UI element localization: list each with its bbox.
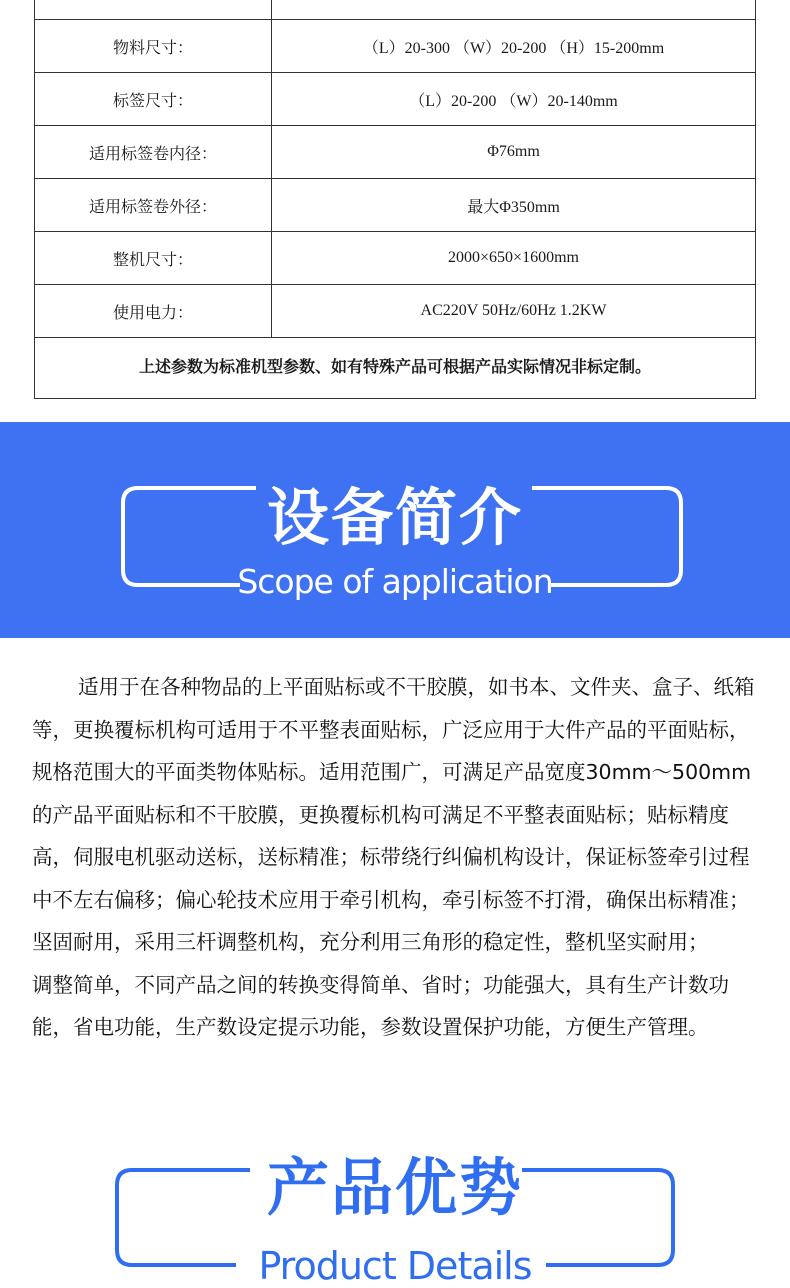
advantages-title: 产品优势 — [266, 1151, 523, 1224]
table-row — [35, 232, 756, 285]
table-row — [35, 73, 756, 126]
spec-label: 物料尺寸： — [35, 20, 272, 73]
spec-value: AC220V 50Hz/60Hz 1.2KW — [272, 285, 756, 338]
spec-label: 整机尺寸： — [35, 232, 272, 285]
spec-value: Φ76mm — [272, 126, 756, 179]
intro-subtitle: Scope of application — [237, 562, 553, 601]
description-text — [32, 666, 768, 1049]
spec-value: 2000×650×1600mm — [272, 232, 756, 285]
spec-label: 标签尺寸： — [35, 73, 272, 126]
spec-table — [34, 0, 756, 399]
description-paragraph: 调整简单，不同产品之间的转换变得简单、省时；功能强大，具有生产计数功能，省电功能，生产数设定提示功能，参数设置保护功能，方便生产管理。 — [32, 972, 729, 1039]
advantages-subtitle: Product Details — [258, 1244, 532, 1288]
spec-label: 适用标签卷内径： — [35, 126, 272, 179]
description-paragraph: 适用于在各种物品的上平面贴标或不干胶膜，如书本、文件夹、盒子、纸箱等，更换覆标机构可适用于不平整表面贴标，广泛应用于大件产品的平面贴标，规格范围大的平面类物体贴标。适用范围广，可满足产品宽度30mm～500mm的产品平面贴标和不干胶膜，更换覆标机构可满足不平整表面贴标；贴标精度高，伺服电机驱动送标，送标精准；标带绕行纠偏机构设计，保证标签牵引过程中不左右偏移；偏心轮技术应用于牵引机构，牵引标签不打滑，确保出标精准；坚固耐用，采用三杆调整机构，充分利用三角形的稳定性，整机坚实耐用； — [32, 675, 755, 954]
spec-label: 使用电力： — [35, 285, 272, 338]
spec-value: （L）20-200 （W）20-140mm — [272, 73, 756, 126]
intro-title: 设备简介 — [266, 481, 523, 554]
spec-value — [272, 0, 756, 20]
spec-value: （L）20-300 （W）20-200 （H）15-200mm — [272, 20, 756, 73]
table-row — [35, 126, 756, 179]
spec-label: 适用标签卷外径： — [35, 179, 272, 232]
intro-section-band — [0, 422, 790, 638]
spec-value: 最大Φ350mm — [272, 179, 756, 232]
spec-label — [35, 0, 272, 20]
table-row — [35, 338, 756, 399]
spec-note: 上述参数为标准机型参数、如有特殊产品可根据产品实际情况非标定制。 — [35, 338, 756, 399]
table-row — [35, 0, 756, 20]
table-row — [35, 179, 756, 232]
table-row — [35, 285, 756, 338]
table-row — [35, 20, 756, 73]
